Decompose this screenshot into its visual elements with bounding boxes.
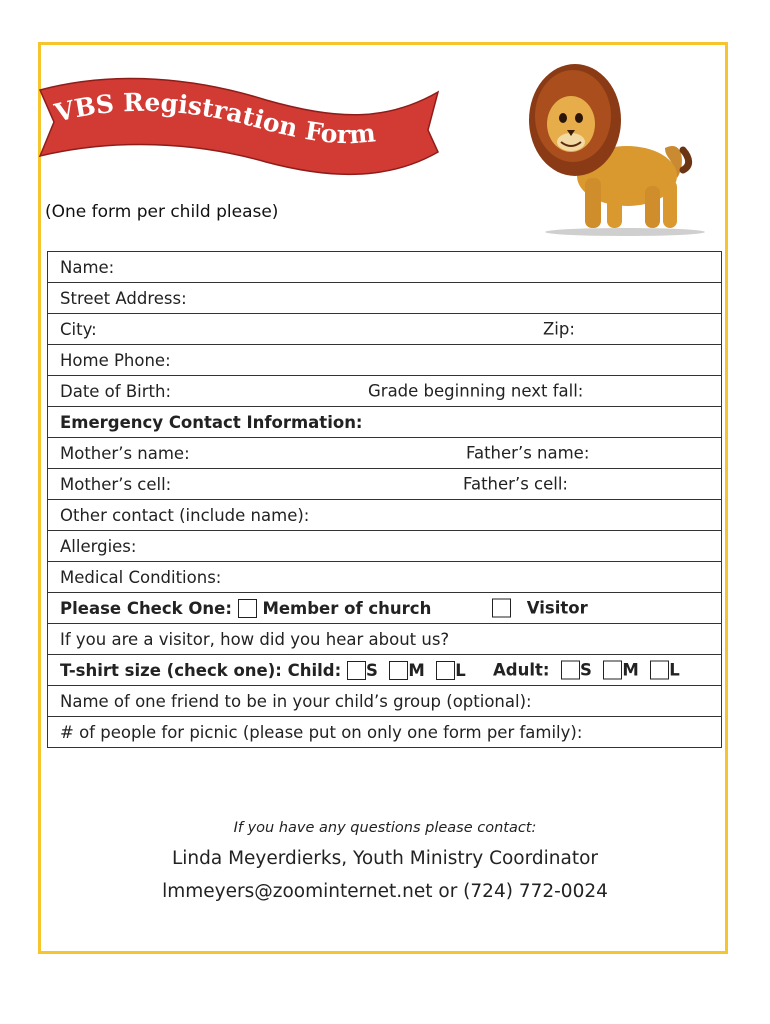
dob-field[interactable] — [48, 376, 722, 407]
dob-label: Date of Birth: — [60, 381, 172, 401]
banner-text: VBS Registration Form — [51, 87, 377, 150]
row-street — [48, 283, 722, 314]
row-home-phone — [48, 345, 722, 376]
city-label: City: — [60, 319, 97, 339]
registration-banner — [36, 60, 446, 185]
adult-label: Adult: — [493, 660, 550, 680]
other-contact-field[interactable]: Other contact (include name): — [48, 500, 722, 531]
contact-question: If you have any questions please contact: — [233, 820, 537, 836]
adult-s-checkbox[interactable] — [561, 661, 580, 680]
registration-table — [47, 251, 722, 748]
adult-l-checkbox[interactable] — [650, 661, 669, 680]
mother-cell-label: Mother’s cell: — [60, 474, 172, 494]
row-other-contact — [48, 500, 722, 531]
check-one-label: Please Check One: — [60, 598, 232, 618]
row-name — [48, 252, 722, 283]
row-friend — [48, 686, 722, 717]
visitor-question-field[interactable]: If you are a visitor, how did you hear about us? — [48, 624, 722, 655]
member-checkbox[interactable] — [238, 599, 257, 618]
child-l-label: L — [455, 660, 466, 680]
child-s-checkbox[interactable] — [347, 661, 366, 680]
child-m-label: M — [408, 660, 425, 680]
parent-cells-field[interactable] — [48, 469, 722, 500]
row-picnic — [48, 717, 722, 748]
street-field[interactable]: Street Address: — [48, 283, 722, 314]
row-city — [48, 314, 722, 345]
visitor-checkbox[interactable] — [492, 599, 511, 618]
home-phone-field[interactable]: Home Phone: — [48, 345, 722, 376]
child-m-checkbox[interactable] — [389, 661, 408, 680]
emergency-heading: Emergency Contact Information: — [48, 407, 722, 438]
subtitle: (One form per child please) — [45, 202, 279, 222]
row-medical — [48, 562, 722, 593]
row-parent-names — [48, 438, 722, 469]
parent-names-field[interactable] — [48, 438, 722, 469]
membership-field — [48, 593, 722, 624]
member-label: Member of church — [262, 598, 432, 618]
city-field[interactable] — [48, 314, 722, 345]
lion-mascot-image — [515, 58, 705, 238]
visitor-label: Visitor — [526, 598, 588, 618]
picnic-field[interactable]: # of people for picnic (please put on only one form per family): — [48, 717, 722, 748]
zip-label: Zip: — [543, 319, 575, 339]
tshirt-field — [48, 655, 722, 686]
child-s-label: S — [365, 660, 378, 680]
name-field[interactable]: Name: — [48, 252, 722, 283]
allergies-field[interactable]: Allergies: — [48, 531, 722, 562]
father-cell-label: Father’s cell: — [463, 474, 568, 494]
row-check-one — [48, 593, 722, 624]
contact-details: lmmeyers@zoominternet.net or (724) 772-0024 — [162, 881, 608, 902]
adult-m-label: M — [622, 660, 639, 680]
row-allergies — [48, 531, 722, 562]
row-dob — [48, 376, 722, 407]
row-parent-cells — [48, 469, 722, 500]
medical-field[interactable]: Medical Conditions: — [48, 562, 722, 593]
friend-field[interactable]: Name of one friend to be in your child’s group (optional): — [48, 686, 722, 717]
child-l-checkbox[interactable] — [436, 661, 455, 680]
tshirt-label: T-shirt size (check one): Child: — [60, 660, 342, 680]
row-emergency — [48, 407, 722, 438]
mother-name-label: Mother’s name: — [60, 443, 190, 463]
adult-m-checkbox[interactable] — [603, 661, 622, 680]
grade-label: Grade beginning next fall: — [368, 381, 584, 401]
row-tshirt — [48, 655, 722, 686]
contact-name: Linda Meyerdierks, Youth Ministry Coordinator — [171, 848, 599, 869]
row-visitor-question — [48, 624, 722, 655]
adult-l-label: L — [669, 660, 680, 680]
adult-s-label: S — [579, 660, 592, 680]
father-name-label: Father’s name: — [466, 443, 590, 463]
